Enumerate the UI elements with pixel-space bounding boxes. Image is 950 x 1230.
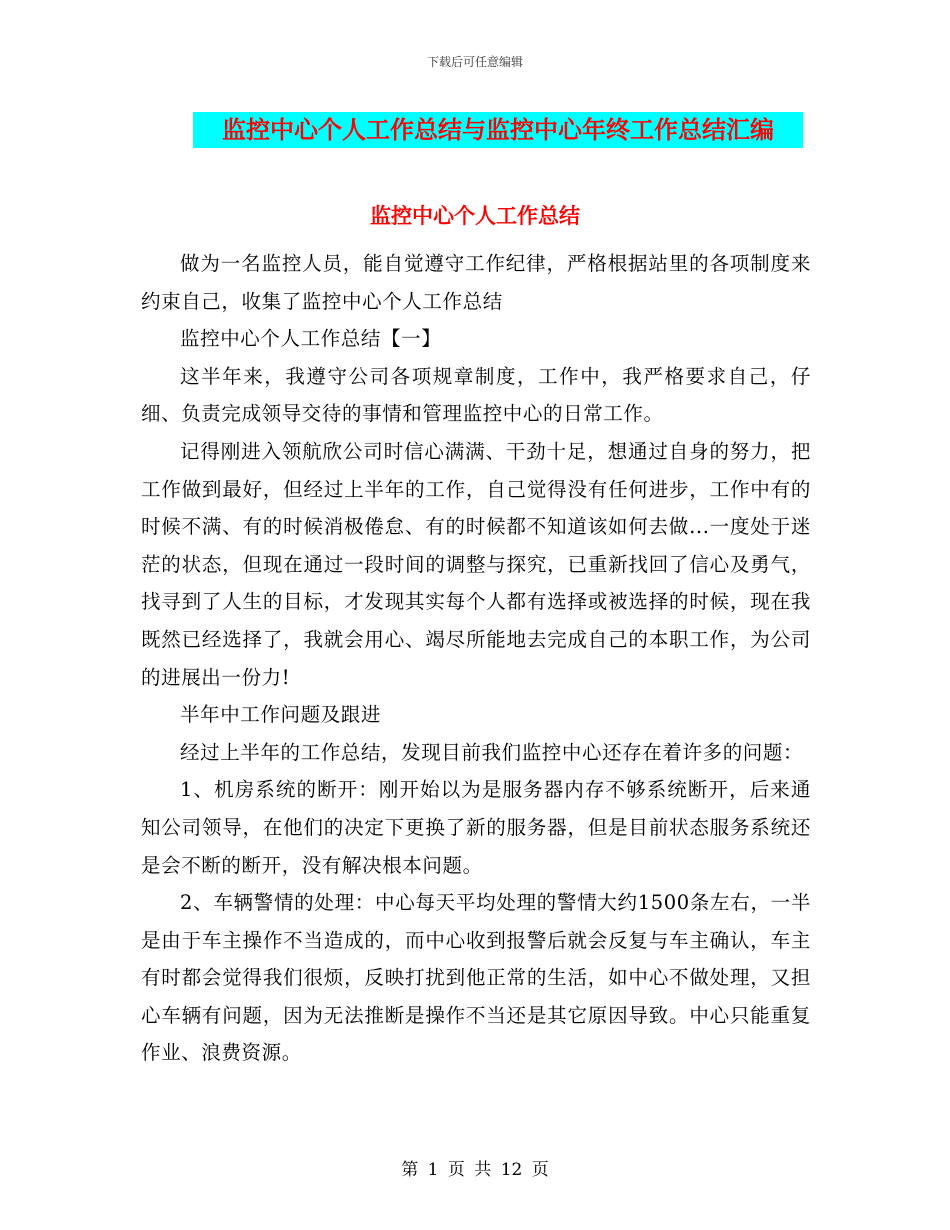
header-note: 下载后可任意编辑: [426, 55, 523, 69]
paragraph: 2、车辆警情的处理：中心每天平均处理的警情大约1500条左右，一半是由于车主操作不当造成的，而中心收到报警后就会反复与车主确认，车主有时都会觉得我们很烦，反映打扰到他正常的生活，如中心不做处理，又担心车辆有问题，因为无法推断是操作不当还是其它原因导致。中心只能重复作业、浪费资源。: [141, 891, 811, 1065]
main-title: 监控中心个人工作总结与监控中心年终工作总结汇编: [222, 115, 774, 144]
paragraph: 1、机房系统的断开：刚开始以为是服务器内存不够系统断开，后来通知公司领导，在他们的决定下更换了新的服务器，但是目前状态服务系统还是会不断的断开，没有解决根本问题。: [141, 778, 811, 877]
body-text: [141, 245, 811, 1072]
page-number: 第 1 页 共 12 页: [401, 1160, 549, 1180]
paragraph: 经过上半年的工作总结，发现目前我们监控中心还存在着许多的问题：: [180, 740, 804, 764]
section-title: 监控中心个人工作总结: [370, 203, 580, 228]
paragraph: 这半年来，我遵守公司各项规章制度，工作中，我严格要求自己，仔细、负责完成领导交待的事情和管理监控中心的日常工作。: [141, 364, 811, 426]
paragraph: 半年中工作问题及跟进: [180, 703, 382, 727]
paragraph: 监控中心个人工作总结【一】: [180, 327, 442, 351]
paragraph: 记得刚进入领航欣公司时信心满满、干劲十足，想通过自身的努力，把工作做到最好，但经过上半年的工作，自己觉得没有任何进步，工作中有的时候不满、有的时候消极倦怠、有的时候都不知道该如何去做...一度处于迷茫的状态，但现在通过一段时间的调整与探究，已重新找回了信心及勇气，找寻到了人生的目标，才发现其实每个人都有选择或被选择的时候，现在我既然已经选择了，我就会用心、竭尽所能地去完成自己的本职工作，为公司的进展出一份力!: [141, 439, 811, 689]
paragraph: 做为一名监控人员，能自觉遵守工作纪律，严格根据站里的各项制度来约束自己，收集了监控中心个人工作总结: [141, 252, 811, 313]
